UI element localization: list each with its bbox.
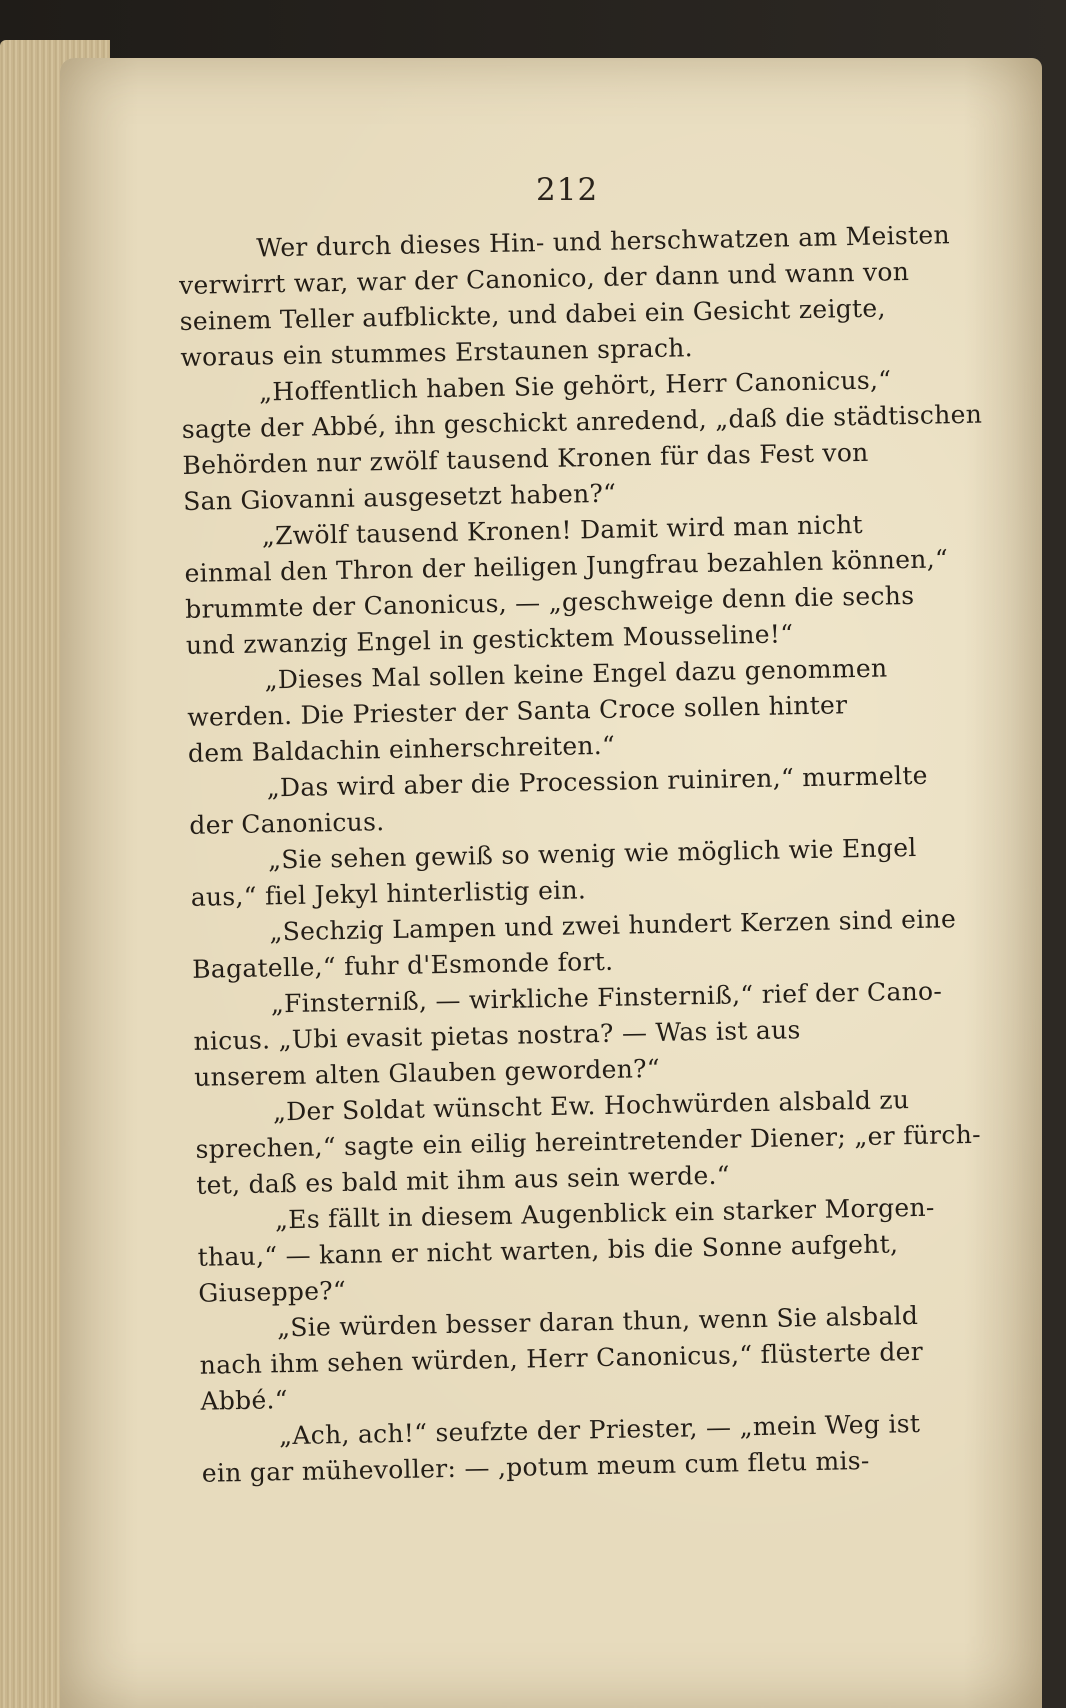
text-line: sprechen,“ sagte ein eilig hereintretender Diener; „er fürch- bbox=[195, 1119, 982, 1164]
text-line: einmal den Thron der heiligen Jungfrau bezahlen können,“ bbox=[184, 544, 949, 588]
body-text bbox=[178, 216, 1042, 1492]
text-line: „Zwölf tausend Kronen! Damit wird man nicht bbox=[261, 509, 864, 551]
text-line: „Sie sehen gewiß so wenig wie möglich wie Engel bbox=[267, 832, 917, 875]
text-line: Giuseppe?“ bbox=[198, 1275, 347, 1308]
text-line: „Dieses Mal sollen keine Engel dazu genommen bbox=[264, 653, 888, 695]
text-line: „Hoffentlich haben Sie gehört, Herr Canonicus,“ bbox=[258, 365, 892, 407]
page-number: 212 bbox=[536, 172, 599, 208]
text-line: „Sechzig Lampen und zwei hundert Kerzen sind eine bbox=[269, 904, 957, 947]
text-line: „Es fällt in diesem Augenblick ein starker Morgen- bbox=[274, 1192, 935, 1235]
text-line: brummte der Canonicus, — „geschweige denn die sechs bbox=[184, 580, 915, 624]
text-line: dem Baldachin einherschreiten.“ bbox=[187, 730, 616, 768]
text-line: „Sie würden besser daran thun, wenn Sie alsbald bbox=[276, 1300, 919, 1343]
text-line: Abbé.“ bbox=[200, 1385, 289, 1416]
text-line: woraus ein stummes Erstaunen sprach. bbox=[180, 333, 694, 372]
text-line: und zwanzig Engel in gesticktem Mousseline!“ bbox=[185, 619, 794, 660]
text-line: nicus. „Ubi evasit pietas nostra? — Was ist aus bbox=[193, 1015, 801, 1056]
text-line: seinem Teller aufblickte, und dabei ein Gesicht zeigte, bbox=[179, 293, 886, 336]
text-line: San Giovanni ausgesetzt haben?“ bbox=[182, 478, 617, 516]
text-line: tet, daß es bald mit ihm aus sein werde.“ bbox=[196, 1160, 731, 1200]
text-line: nach ihm sehen würden, Herr Canonicus,“ flüsterte der bbox=[199, 1336, 924, 1380]
text-line: „Ach, ach!“ seufzte der Priester, — „mein Weg ist bbox=[278, 1408, 921, 1451]
text-line: werden. Die Priester der Santa Croce sollen hinter bbox=[187, 690, 848, 732]
text-line: aus,“ fiel Jekyl hinterlistig ein. bbox=[190, 875, 587, 912]
text-line: der Canonicus. bbox=[189, 807, 385, 840]
text-line: thau,“ — kann er nicht warten, bis die Sonne aufgeht, bbox=[197, 1229, 899, 1272]
text-line: „Der Soldat wünscht Ew. Hochwürden alsbald zu bbox=[272, 1085, 910, 1127]
text-line: „Das wird aber die Procession ruiniren,“ murmelte bbox=[266, 760, 929, 803]
text-line: Behörden nur zwölf tausend Kronen für das Fest von bbox=[182, 437, 869, 480]
text-line: „Finsterniß, — wirkliche Finsterniß,“ rief der Cano- bbox=[270, 976, 943, 1019]
text-line: unserem alten Glauben geworden?“ bbox=[193, 1053, 661, 1092]
text-line: ein gar mühevoller: — ,potum meum cum fletu mis- bbox=[201, 1445, 870, 1488]
text-line: Bagatelle,“ fuhr d'Esmonde fort. bbox=[191, 946, 614, 984]
text-line: Wer durch dieses Hin- und herschwatzen am Meisten bbox=[256, 220, 951, 263]
text-line: verwirrt war, war der Canonico, der dann und wann von bbox=[178, 256, 910, 300]
text-line: sagte der Abbé, ihn geschickt anredend, „daß die städtischen bbox=[181, 399, 983, 444]
